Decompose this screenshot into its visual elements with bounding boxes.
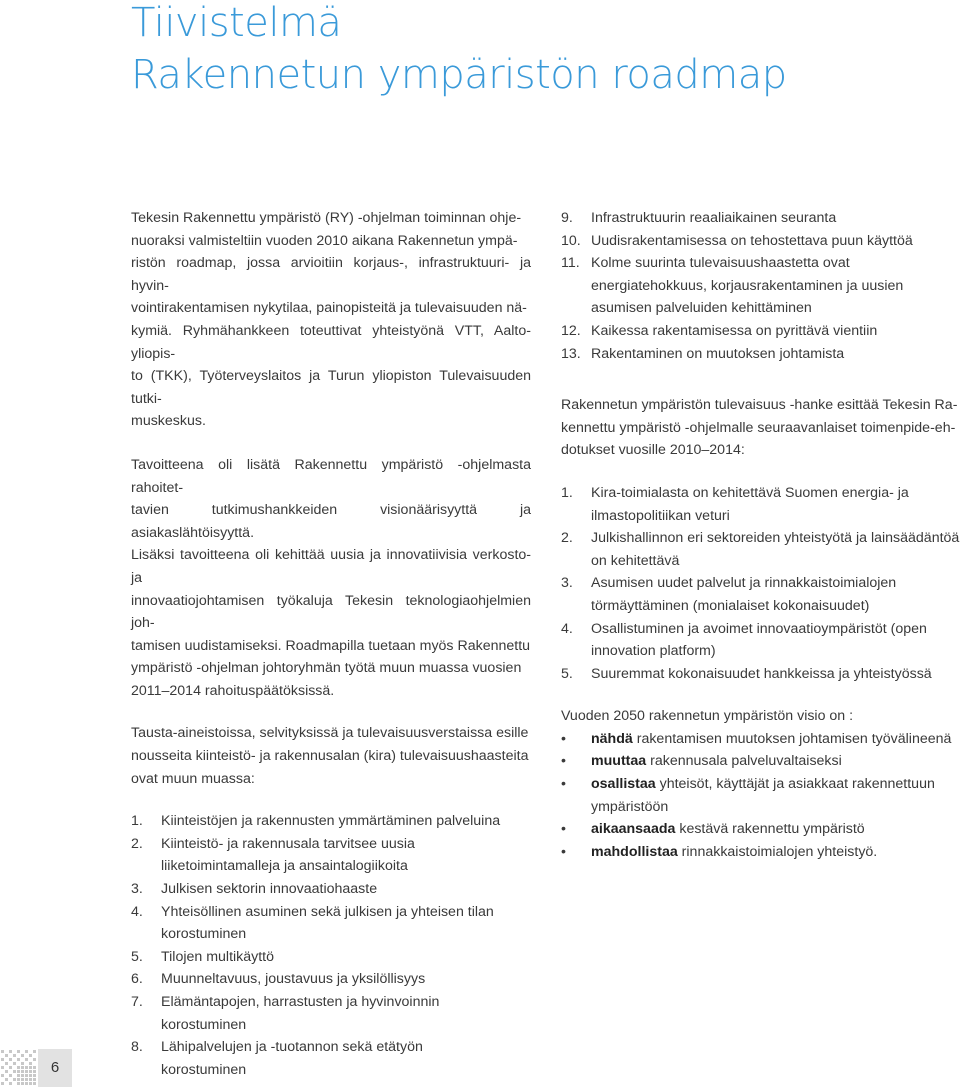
list-item: 5. Tilojen multikäyttö [131, 948, 275, 965]
list-item: 1. Kiinteistöjen ja rakennusten ymmärtäminen palveluina [131, 813, 501, 830]
list-item: 13. Rakentaminen on muutoksen johtamista [561, 345, 845, 362]
left-column [131, 207, 531, 1081]
list-item: 5. Suuremmat kokonaisuudet hankkeissa ja yhteistyössä [561, 665, 932, 682]
list-item: 10. Uudisrakentamisessa on tehostettava puun käyttöä [561, 232, 913, 249]
list-item: • nähdä rakentamisen muutoksen johtamisen työvälineenä [561, 728, 960, 751]
list-item: 8. Lähipalvelujen ja -tuotannon sekä etätyön korostuminen [131, 1039, 423, 1078]
bullet-icon: • [561, 753, 566, 770]
bullet-icon: • [561, 843, 566, 860]
list-item: • muuttaa rakennusala palveluvaltaiseksi [561, 750, 960, 773]
list-item: • osallistaa yhteisöt, käyttäjät ja asiakkaat rakennettuun ympäristöön [561, 773, 960, 818]
page-subtitle: Rakennetun ympäristön roadmap [131, 52, 787, 98]
list-item: 3. Asumisen uudet palvelut ja rinnakkaistoimialojen törmäyttäminen (monialaiset kokonaisuudet) [561, 575, 897, 614]
list-item: 2. Julkishallinnon eri sektoreiden yhteistyötä ja lainsäädäntöä on kehitettävä [561, 530, 960, 569]
list-item: • aikaansaada kestävä rakennettu ympäristö [561, 818, 960, 841]
list-item: 2. Kiinteistö- ja rakennusala tarvitsee uusia liiketoimintamalleja ja ansaintalogiikoita [131, 835, 415, 875]
bullet-icon: • [561, 776, 566, 793]
intro-paragraph: Tekesin Rakennettu ympäristö (RY) -ohjelman toiminnan ohje- nuoraksi valmisteltiin vuoden 2010 aikana Rakennetun ympä- ristön roadmap, jossa arvioitiin korjaus-, infrastruktuuri- ja hyvin- vointirakentamisen nykytilaa, painopisteitä ja tulevaisuuden nä- kymiä. Ryhmähankkeen toteuttivat yhteistyönä VTT, Aalto-yliopis- to (TKK), Työterveyslaitos ja Turun yliopiston Tulevaisuuden tutki- muskeskus. [131, 210, 531, 430]
list-item: 12. Kaikessa rakentamisessa on pyrittävä vientiin [561, 322, 878, 339]
vision-list [561, 728, 960, 864]
page-title: Tiivistelmä [131, 0, 342, 46]
challenges-list [131, 810, 531, 1081]
list-item: 4. Yhteisöllinen asuminen sekä julkisen ja yhteisen tilan korostuminen [131, 903, 494, 943]
background-paragraph: Tausta-aineistoissa, selvityksissä ja tulevaisuusverstaissa esille nousseita kiinteistö- ja rakennusalan (kira) tulevaisuushaasteita ovat muun muassa: [131, 725, 529, 787]
vision-intro: Vuoden 2050 rakennetun ympäristön visio on : [561, 708, 854, 725]
dot-grid-logo-icon [0, 1049, 38, 1087]
proposal-paragraph: Rakennetun ympäristön tulevaisuus -hanke esittää Tekesin Ra- kennettu ympäristö -ohjelmalle seuraavanlaiset toimenpide-eh- dotukset vuosille 2010–2014: [561, 397, 958, 459]
list-item: • mahdollistaa rinnakkaistoimialojen yhteistyö. [561, 841, 960, 864]
goal-paragraph: Tavoitteena oli lisätä Rakennettu ympäristö -ohjelmasta rahoitet- tavien tutkimushankkeiden visionäärisyyttä ja asiakaslähtöisyyttä. Lisäksi tavoitteena oli kehittää uusia ja innovatiivisia verkosto- ja innovaatiojohtamisen työkaluja Tekesin teknologiaohjelmien joh- tamisen uudistamiseksi. Roadmapilla tuetaan myös Rakennettu ympäristö -ohjelman johtoryhmän työtä muun muassa vuosien 2011–2014 rahoituspäätöksissä. [131, 456, 531, 699]
list-item: 3. Julkisen sektorin innovaatiohaaste [131, 881, 378, 898]
actions-list [561, 482, 960, 685]
list-item: 11. Kolme suurinta tulevaisuushaastetta ovat energiatehokkuus, korjausrakentaminen ja uusien asumisen palveluiden kehittäminen [561, 255, 904, 317]
right-column [561, 207, 960, 863]
list-item: 6. Muunneltavuus, joustavuus ja yksilöllisyys [131, 971, 426, 988]
bullet-icon: • [561, 821, 566, 838]
bullet-icon: • [561, 730, 566, 747]
page-number: 6 [38, 1049, 72, 1087]
challenges-list-continued [561, 207, 960, 365]
list-item: 9. Infrastruktuurin reaaliaikainen seuranta [561, 210, 837, 226]
list-item: 7. Elämäntapojen, harrastusten ja hyvinvoinnin korostuminen [131, 994, 440, 1033]
list-item: 1. Kira-toimialasta on kehitettävä Suomen energia- ja ilmastopolitiikan veturi [561, 484, 909, 524]
list-item: 4. Osallistuminen ja avoimet innovaatioympäristöt (open innovation platform) [561, 620, 927, 660]
